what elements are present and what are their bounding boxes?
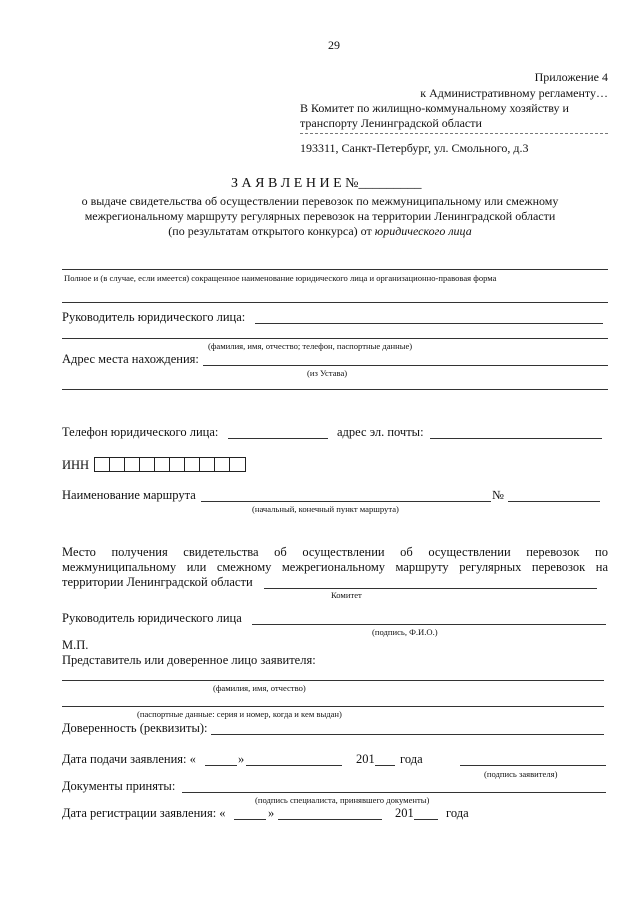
date-quote-close: » <box>238 752 245 766</box>
date-label: Дата подачи заявления: « <box>62 752 196 766</box>
email-label: адрес эл. почты: <box>337 425 424 439</box>
title-line-2: межрегиональному маршруту регулярных перевозок на территории Ленинградской области <box>84 209 556 223</box>
addressee-address: 193311, Санкт-Петербург, ул. Смольного, д.3 <box>300 141 529 155</box>
inn-input[interactable] <box>94 457 246 472</box>
head2-label: Руководитель юридического лица <box>62 611 242 625</box>
annex-label: Приложение 4 <box>534 70 608 84</box>
title-line-3: (по результатам открытого конкурса) от юридического лица <box>168 224 472 238</box>
reg-quote-close: » <box>268 806 275 820</box>
place-hint: Комитет <box>331 590 362 600</box>
inn-label: ИНН <box>62 458 90 472</box>
reg-year-field[interactable] <box>414 819 438 820</box>
reg-year-word: года <box>446 806 469 820</box>
passport-hint: (паспортные данные: серия и номер, когда и кем выдан) <box>137 709 342 719</box>
head-label: Руководитель юридического лица: <box>62 310 246 324</box>
docs-field[interactable] <box>182 792 606 793</box>
head2-hint: (подпись, Ф.И.О.) <box>372 627 438 637</box>
date-day-field[interactable] <box>205 765 237 766</box>
power-field[interactable] <box>211 734 604 735</box>
representative-label: Представитель или доверенное лицо заявителя: <box>62 653 316 667</box>
head-field[interactable] <box>255 323 603 324</box>
reg-month-field[interactable] <box>278 819 382 820</box>
docs-hint: (подпись специалиста, принявшего документы) <box>255 795 430 805</box>
representative-field[interactable] <box>62 680 604 681</box>
address-hint: (из Устава) <box>307 368 348 378</box>
full-name-hint: Полное и (в случае, если имеется) сокращенное наименование юридического лица и организационно-правовая форма <box>64 273 497 283</box>
header-divider <box>300 133 608 134</box>
reg-day-field[interactable] <box>234 819 266 820</box>
email-field[interactable] <box>430 438 602 439</box>
docs-label: Документы приняты: <box>62 779 176 793</box>
full-name-field[interactable] <box>62 269 608 270</box>
phone-label: Телефон юридического лица: <box>62 425 219 439</box>
title-line-1: о выдаче свидетельства об осуществлении перевозок по межмуниципальному или смежному <box>81 194 559 208</box>
power-label: Доверенность (реквизиты): <box>62 721 208 735</box>
address-field-2[interactable] <box>62 389 608 390</box>
page-number: 29 <box>328 38 340 52</box>
place-field[interactable] <box>264 588 597 589</box>
representative-hint: (фамилия, имя, отчество) <box>213 683 306 693</box>
place-line-3: территории Ленинградской области <box>62 575 253 589</box>
date-year-word: года <box>400 752 423 766</box>
head2-field[interactable] <box>252 624 606 625</box>
reg-label: Дата регистрации заявления: « <box>62 806 226 820</box>
place-line-1: Место получения свидетельства об осуществлении об осуществлении перевозок по <box>62 545 608 559</box>
date-year-field[interactable] <box>375 765 395 766</box>
date-month-field[interactable] <box>246 765 342 766</box>
document-title: З А Я В Л Е Н И Е №_________ <box>231 176 422 191</box>
address-field[interactable] <box>203 365 608 366</box>
head-field-2[interactable] <box>62 338 608 339</box>
date-year-label: 201 <box>356 752 375 766</box>
regulation-label: к Административному регламенту… <box>420 86 608 100</box>
address-label: Адрес места нахождения: <box>62 352 199 366</box>
head-hint: (фамилия, имя, отчество; телефон, паспортные данные) <box>208 341 413 351</box>
phone-field[interactable] <box>228 438 328 439</box>
applicant-signature-hint: (подпись заявителя) <box>484 769 558 779</box>
route-field[interactable] <box>201 501 491 502</box>
route-number-label: № <box>492 488 504 502</box>
route-label: Наименование маршрута <box>62 488 196 502</box>
reg-year-label: 201 <box>395 806 414 820</box>
applicant-signature-field[interactable] <box>460 765 606 766</box>
place-line-2: межмуниципальному или смежному межрегиональному маршруту регулярных перевозок на <box>62 560 608 574</box>
route-hint: (начальный, конечный пункт маршрута) <box>252 504 399 514</box>
addressee-line-2: транспорту Ленинградской области <box>300 116 482 130</box>
route-number-field[interactable] <box>508 501 600 502</box>
stamp-label: М.П. <box>62 638 89 652</box>
addressee-line-1: В Комитет по жилищно-коммунальному хозяйству и <box>300 101 569 115</box>
passport-field[interactable] <box>62 706 604 707</box>
full-name-field-2[interactable] <box>62 302 608 303</box>
